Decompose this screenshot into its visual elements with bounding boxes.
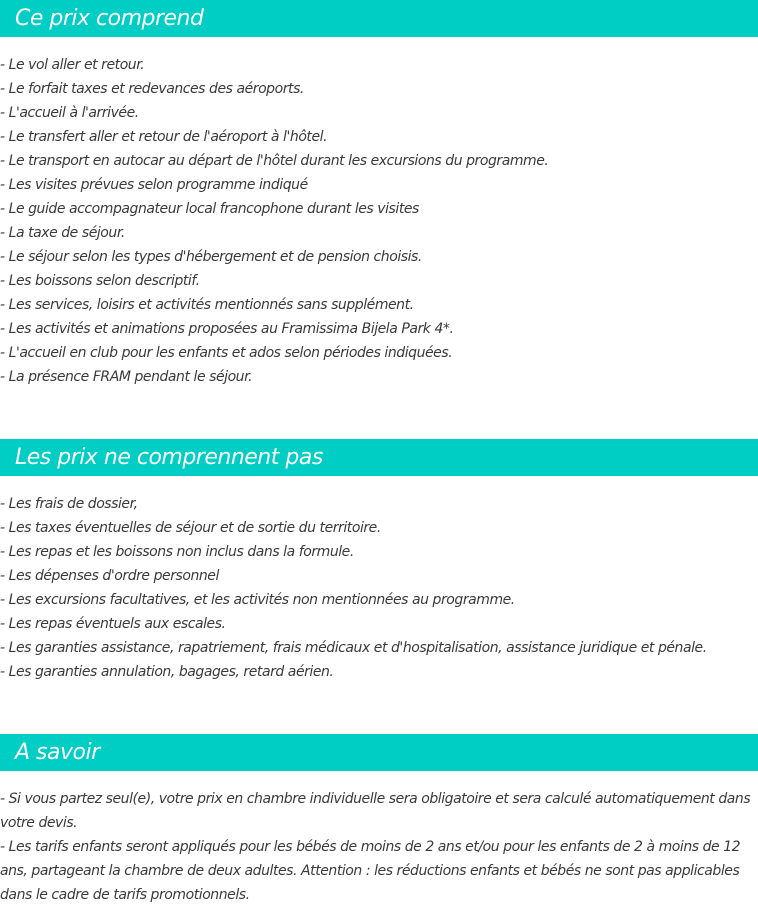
list-item: - Les dépenses d'ordre personnel <box>0 568 219 584</box>
list-item: - Les garanties annulation, bagages, retard aérien. <box>0 664 334 680</box>
section-title: Ce prix comprend <box>15 5 204 31</box>
list-item: - Le vol aller et retour. <box>0 57 145 73</box>
list-item: - Le transport en autocar au départ de l'hôtel durant les excursions du programme. <box>0 153 549 169</box>
info-body <box>0 787 758 907</box>
list-item: - Le séjour selon les types d'hébergement et de pension choisis. <box>0 249 422 265</box>
section-header <box>0 734 758 771</box>
list-item: - Les repas éventuels aux escales. <box>0 616 226 632</box>
info-paragraph: - Si vous partez seul(e), votre prix en chambre individuelle sera obligatoire et sera calculé automatiquement dans votre devis. <box>0 791 751 831</box>
list-item: - Les garanties assistance, rapatriement, frais médicaux et d'hospitalisation, assistance juridique et pénale. <box>0 640 707 656</box>
list-item: - Les excursions facultatives, et les activités non mentionnées au programme. <box>0 592 515 608</box>
included-list <box>0 53 758 389</box>
list-item: - La taxe de séjour. <box>0 225 125 241</box>
section-good-to-know <box>0 734 758 907</box>
list-item: - Le guide accompagnateur local francophone durant les visites <box>0 201 419 217</box>
section-title: Les prix ne comprennent pas <box>15 444 323 470</box>
list-item: - Les visites prévues selon programme indiqué <box>0 177 308 193</box>
section-header <box>0 439 758 476</box>
info-paragraph: - Les tarifs enfants seront appliqués pour les bébés de moins de 2 ans et/ou pour les enfants de 2 à moins de 12 ans, partageant la chambre de deux adultes. Attention : les réductions enfants et bébés ne sont pas applicables dans le cadre de tarifs promotionnels. <box>0 839 741 903</box>
excluded-list <box>0 492 758 684</box>
section-header <box>0 0 758 37</box>
list-item: - La présence FRAM pendant le séjour. <box>0 369 253 385</box>
list-item: - L'accueil à l'arrivée. <box>0 105 139 121</box>
section-title: A savoir <box>15 739 100 765</box>
list-item: - L'accueil en club pour les enfants et ados selon périodes indiquées. <box>0 345 453 361</box>
list-item: - Les taxes éventuelles de séjour et de sortie du territoire. <box>0 520 381 536</box>
list-item: - Les activités et animations proposées au Framissima Bijela Park 4*. <box>0 321 454 337</box>
list-item: - Les services, loisirs et activités mentionnés sans supplément. <box>0 297 414 313</box>
list-item: - Les repas et les boissons non inclus dans la formule. <box>0 544 354 560</box>
list-item: - Le transfert aller et retour de l'aéroport à l'hôtel. <box>0 129 328 145</box>
section-price-excludes <box>0 439 758 684</box>
section-price-includes <box>0 0 758 389</box>
list-item: - Les boissons selon descriptif. <box>0 273 200 289</box>
list-item: - Le forfait taxes et redevances des aéroports. <box>0 81 304 97</box>
list-item: - Les frais de dossier, <box>0 496 138 512</box>
